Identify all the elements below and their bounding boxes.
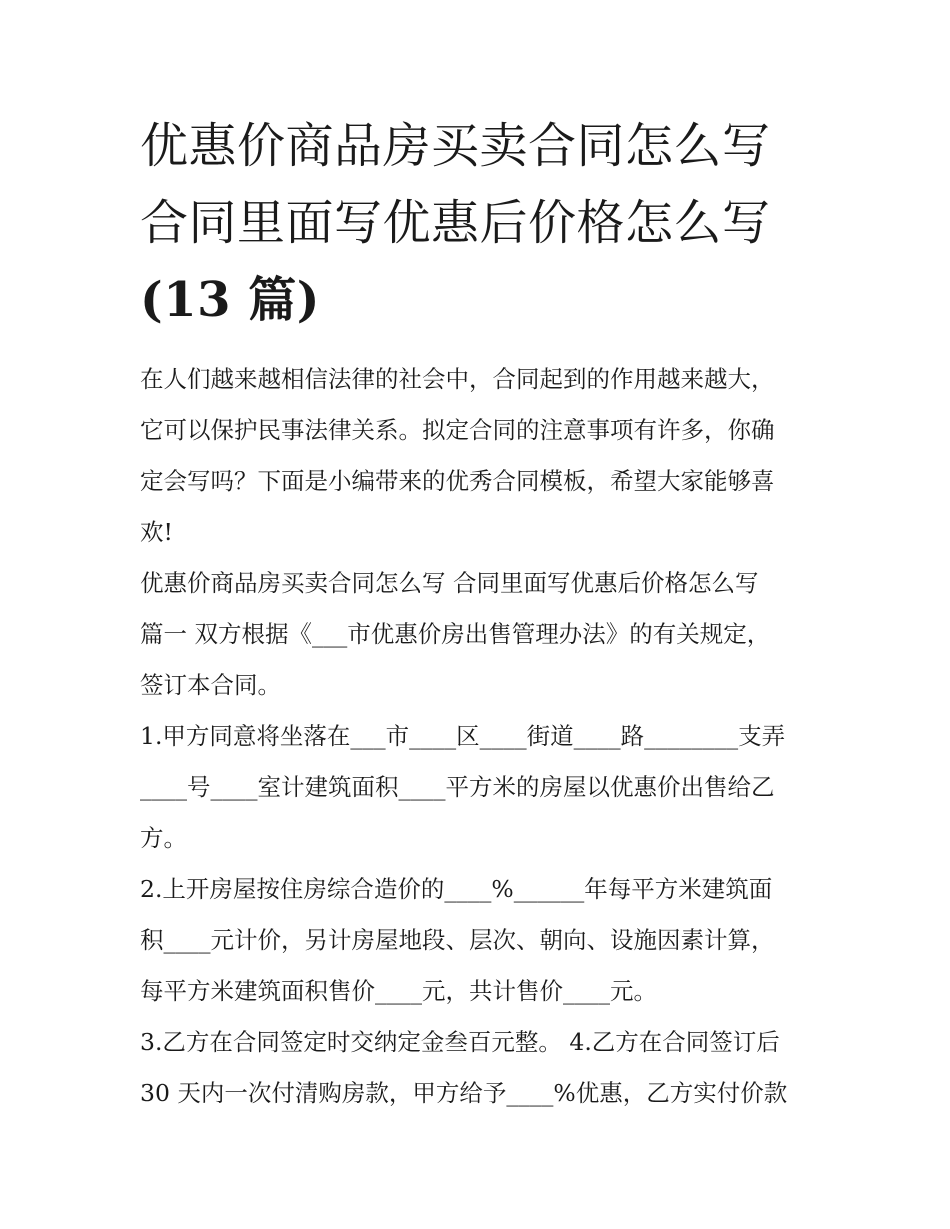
document-body <box>140 354 810 1119</box>
text-line: ____号____室计建筑面积____平方米的房屋以优惠价出售给乙 <box>140 773 775 801</box>
title-line-2: 合同里面写优惠后价格怎么写 <box>140 195 771 251</box>
text-line: 签订本合同。 <box>140 671 281 699</box>
paragraph-clause-3-4 <box>140 1017 810 1119</box>
text-line: 3.乙方在合同签定时交纳定金叁百元整。 4.乙方在合同签订后 <box>140 1028 780 1056</box>
text-line: 每平方米建筑面积售价____元，共计售价____元。 <box>140 977 657 1005</box>
text-line: 它可以保护民事法律关系。拟定合同的注意事项有许多，你确 <box>140 416 775 444</box>
paragraph-clause-1 <box>140 711 810 864</box>
text-line: 定会写吗？下面是小编带来的优秀合同模板，希望大家能够喜 <box>140 467 775 495</box>
paragraph-clause-2 <box>140 864 810 1017</box>
text-line: 积____元计价，另计房屋地段、层次、朝向、设施因素计算， <box>140 926 775 954</box>
text-line: 方。 <box>140 824 187 852</box>
title-line-1: 优惠价商品房买卖合同怎么写 <box>140 118 771 174</box>
text-line: 篇一 双方根据《___市优惠价房出售管理办法》的有关规定， <box>140 620 771 648</box>
text-line: 在人们越来越相信法律的社会中，合同起到的作用越来越大， <box>140 365 775 393</box>
text-line: 30 天内一次付清购房款，甲方给予____%优惠，乙方实付价款 <box>140 1079 788 1107</box>
text-line: 欢! <box>140 518 173 546</box>
paragraph-section-heading <box>140 558 810 711</box>
text-line: 1.甲方同意将坐落在___市____区____街道____路________支弄 <box>140 722 786 750</box>
paragraph-intro <box>140 354 810 558</box>
text-line: 2.上开房屋按住房综合造价的____%______年每平方米建筑面 <box>140 875 773 903</box>
text-line: 优惠价商品房买卖合同怎么写 合同里面写优惠后价格怎么写 <box>140 569 759 597</box>
title-line-3: (13 篇) <box>140 272 320 328</box>
document-title <box>140 108 810 339</box>
